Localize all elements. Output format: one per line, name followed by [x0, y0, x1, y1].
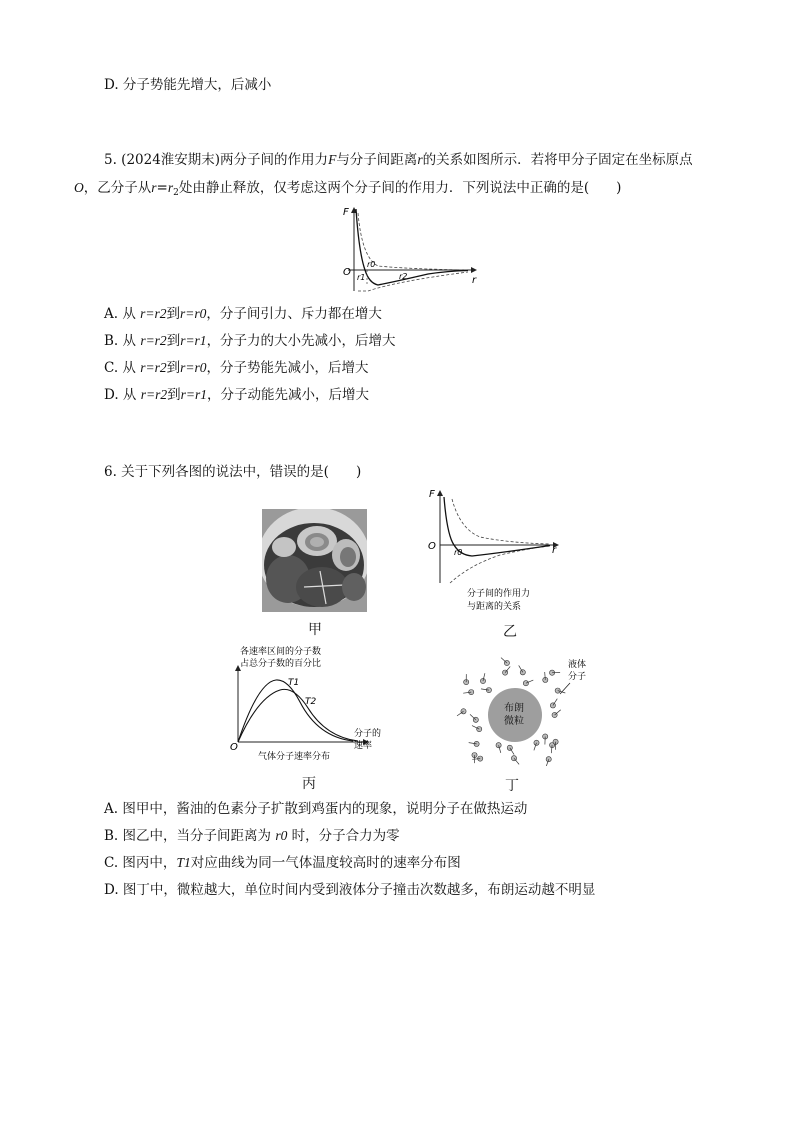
ding-liquid-1: 液体 — [568, 660, 587, 670]
q5-option-c: C. 从 r=r2到r=r0，分子势能先减小，后增大 — [104, 360, 369, 376]
bing-t1-label: T1 — [288, 678, 300, 688]
yi-attraction-dashed — [450, 546, 550, 583]
fig-bing-speed-distribution — [228, 642, 393, 767]
ding-particle-2: 微粒 — [504, 716, 524, 727]
caption-ding: 丁 — [505, 778, 519, 794]
liquid-molecule — [477, 727, 482, 732]
brownian-particle — [488, 688, 542, 742]
q6-stem: 6. 关于下列各图的说法中，错误的是( ) — [104, 464, 362, 480]
bing-y-label-2: 占总分子数的百分比 — [240, 659, 322, 669]
q5-x-label: r — [472, 275, 477, 286]
fig-yi-force-graph — [420, 487, 565, 617]
q5-stem-line-1: 5. (2024淮安期末)两分子间的作用力F与分子间距离r的关系如图所示．若将甲分子固定在坐标原点 — [104, 152, 693, 168]
yi-repulsion-dashed — [452, 499, 550, 544]
q5-force-curve — [356, 209, 468, 285]
caption-jia: 甲 — [308, 622, 322, 638]
egg-photo — [262, 509, 367, 612]
q5-r1-label: r1 — [357, 273, 366, 282]
q5-r0-label: r0 — [367, 260, 376, 269]
bing-y-label-1: 各速率区间的分子数 — [240, 647, 322, 657]
yi-desc-2: 与距离的关系 — [467, 602, 522, 612]
fig-ding-brownian — [452, 656, 602, 766]
q5-option-a: A. 从 r=r2到r=r0，分子间引力、斥力都在增大 — [104, 306, 382, 322]
q5-stem-line-2: O，乙分子从$r=r_2$处由静止释放，仅考虑这两个分子间的作用力．下列说法中正确的是( ) — [74, 180, 622, 198]
q6-option-c: C. 图丙中，T1对应曲线为同一气体温度较高时的速率分布图 — [104, 855, 461, 871]
liquid-molecule — [496, 743, 501, 748]
bing-x-label-1: 分子的 — [354, 729, 382, 739]
liquid-molecule — [546, 757, 551, 762]
bing-title: 气体分子速率分布 — [258, 752, 331, 762]
yi-origin: O — [428, 541, 436, 552]
bing-t2-label: T2 — [305, 697, 317, 707]
yi-r0-label: r0 — [454, 548, 463, 557]
q5-force-distance-figure — [338, 203, 483, 295]
yi-desc-1: 分子间的作用力 — [467, 589, 531, 599]
q6-option-a: A. 图甲中，酱油的色素分子扩散到鸡蛋内的现象，说明分子在做热运动 — [104, 801, 528, 817]
q6-option-b: B. 图乙中，当分子间距离为 r0 时，分子合力为零 — [104, 828, 400, 844]
q4-option-d: D. 分子势能先增大，后减小 — [104, 77, 272, 93]
q5-y-label: F — [343, 207, 349, 218]
liquid-molecule — [520, 670, 525, 675]
q5-attraction-dashed — [358, 272, 468, 291]
q5-option-b: B. 从 r=r2到r=r1，分子力的大小先减小，后增大 — [104, 333, 396, 349]
bing-origin: O — [230, 742, 238, 753]
caption-bing: 丙 — [302, 776, 316, 792]
ding-liquid-2: 分子 — [568, 672, 587, 682]
bing-x-label-2: 速率 — [354, 741, 373, 751]
q5-origin: O — [343, 267, 351, 278]
ding-particle-1: 布朗 — [504, 703, 524, 714]
q5-option-d: D. 从 r=r2到r=r1，分子动能先减小，后增大 — [104, 387, 369, 403]
liquid-molecule — [555, 688, 560, 693]
q5-r2-label: r2 — [399, 272, 408, 281]
yi-y-label: F — [429, 489, 435, 500]
liquid-molecule — [550, 703, 555, 708]
caption-yi: 乙 — [503, 624, 517, 640]
q6-option-d: D. 图丁中，微粒越大，单位时间内受到液体分子撞击次数越多，布朗运动越不明显 — [104, 882, 596, 898]
yi-x-label: r — [552, 545, 557, 556]
